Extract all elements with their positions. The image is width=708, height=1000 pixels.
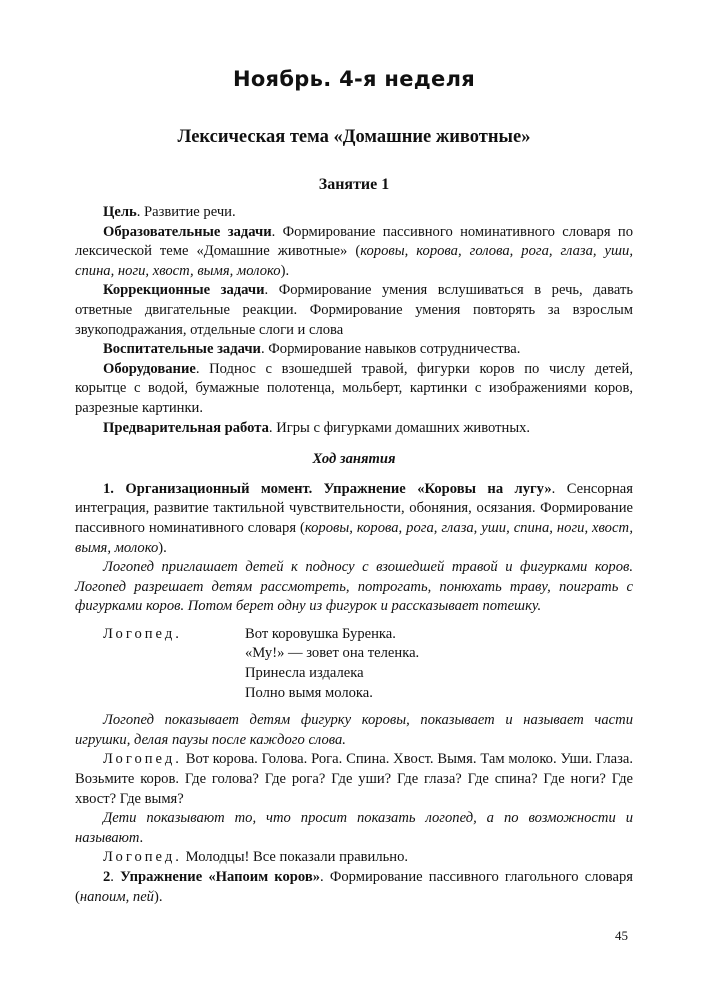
section1-instruction: Логопед приглашает детей к подносу с взошедшей травой и фигурками коров. Логопед разрешает детям рассмотреть, потрогать, понюхать траву, поиграть с фигурками коров. Потом берет одну из фигурок и рассказывает потешку. xyxy=(75,559,633,615)
section2-text: . Формирование пассивного глагольного словаря ( xyxy=(75,869,633,905)
section1-instruction-2: Логопед показывает детям фигурку коровы, показывает и называет части игрушки, делая паузы после каждого слова. xyxy=(75,712,633,748)
prelim-text: . Игры с фигурками домашних животных. xyxy=(268,419,531,436)
chapter-title: Ноябрь. 4-я неделя xyxy=(232,67,476,91)
section1-text: . Сенсорная интеграция, развитие тактильной чувствительности, обоняния, осязания. Формирование пассивного номинативного словаря ( xyxy=(75,480,633,536)
poem-speaker: Логопед. xyxy=(103,625,182,642)
lesson-title: Занятие 1 xyxy=(318,176,390,193)
section2-end: ). xyxy=(153,888,163,905)
edu-label: Образовательные задачи xyxy=(103,223,272,240)
course-heading: Ход занятия xyxy=(312,451,396,468)
praise-speaker: Логопед. xyxy=(103,849,182,866)
section1-end: ). xyxy=(158,539,167,556)
poem-line: Полно вымя молока. xyxy=(245,684,373,701)
vosp-label: Воспитательные задачи xyxy=(103,341,261,358)
corr-text: . Формирование умения вслушиваться в речь, давать ответные двигательные реакции. Формирование умения повторять за взрослым звукоподражания, отдельные слоги и слова xyxy=(75,282,633,338)
poem-block xyxy=(103,625,633,703)
prelim-paragraph xyxy=(75,419,633,439)
praise-paragraph xyxy=(75,848,633,868)
speech-paragraph xyxy=(75,750,633,809)
page-number: 45 xyxy=(615,928,628,943)
speech-text: Вот корова. Голова. Рога. Спина. Хвост. Вымя. Там молоко. Уши. Глаза. Возьмите коров. Где голова? Где рога? Где уши? Где глаза? Где спина? Где ноги? Где хвост? Где вымя? xyxy=(75,751,633,807)
prelim-label: Предварительная работа xyxy=(103,419,269,436)
topic-title: Лексическая тема «Домашние животные» xyxy=(177,127,531,147)
edu-words: коровы, корова, голова, рога, глаза, уши, спина, ноги, хвост, вымя, молоко xyxy=(75,243,633,279)
section1-instruction-3: Дети показывают то, что просит показать логопед, а по возможности и называют. xyxy=(75,810,633,846)
equip-paragraph xyxy=(75,360,633,419)
section2-number: 2 xyxy=(103,869,111,885)
section1-paragraph xyxy=(75,480,633,558)
document-body xyxy=(75,203,633,907)
goal-label: Цель xyxy=(103,204,137,220)
equip-label: Оборудование xyxy=(103,360,196,377)
corr-paragraph xyxy=(75,281,633,340)
poem-lines xyxy=(245,625,633,703)
vosp-text: . Формирование навыков сотрудничества. xyxy=(260,341,521,358)
edu-paragraph xyxy=(75,223,633,282)
section2-label: Упражнение «Напоим коров» xyxy=(120,869,321,885)
section2-paragraph: 2. Упражнение «Напоим коров». Формирование пассивного глагольного словаря (напоим, пей). xyxy=(75,869,633,905)
praise-text: Молодцы! Все показали правильно. xyxy=(185,849,409,866)
edu-end: ). xyxy=(280,262,290,279)
poem-line: Принесла издалека xyxy=(245,665,364,682)
section1-label: 1. Организационный момент. Упражнение «Коровы на лугу» xyxy=(103,480,552,497)
poem-line: «Му!» — зовет она теленка. xyxy=(245,645,420,662)
poem-line: Вот коровушка Буренка. xyxy=(245,625,396,642)
vosp-paragraph xyxy=(75,340,633,360)
edu-text: . Формирование пассивного номинативного словаря по лексической теме «Домашние животные» ( xyxy=(75,223,633,260)
section2-words: напоим, пей xyxy=(79,888,154,905)
equip-text: . Поднос с взошедшей травой, фигурки коров по числу детей, корытце с водой, бумажные полотенца, мольберт, картинки с изображениями коров, разрезные картинки. xyxy=(75,360,633,416)
goal-text: . Развитие речи. xyxy=(136,204,236,220)
goal-paragraph xyxy=(75,203,633,223)
corr-label: Коррекционные задачи xyxy=(103,282,265,299)
instruction3-text: Дети показывают то, что просит показать логопед, а по возможности и называют xyxy=(75,810,633,846)
section1-words: коровы, корова, рога, глаза, уши, спина, ноги, хвост, вымя, молоко xyxy=(75,519,634,556)
speech-speaker: Логопед. xyxy=(103,751,182,768)
